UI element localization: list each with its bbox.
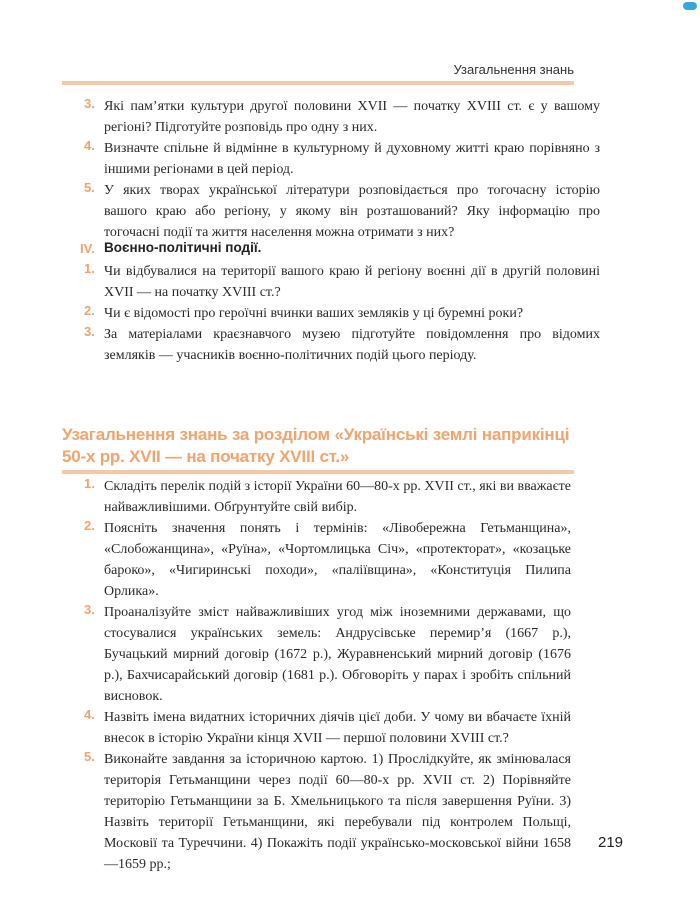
item-text: Чи є відомості про героїчні вчинки ваших земляків у ці буремні роки?	[104, 306, 524, 321]
list-item	[0, 602, 571, 707]
item-number: 3.	[84, 324, 95, 339]
list-item	[0, 324, 600, 366]
item-number: 4.	[84, 138, 95, 153]
item-number: 3.	[84, 602, 95, 617]
page-number: 219	[598, 834, 624, 851]
questions-list-military	[0, 261, 600, 366]
item-text: Проаналізуйте зміст найважливіших угод між іноземними державами, що стосувалися українських земель: Андрусівське перемир’я (1667 р.), Бучацький мирний договір (1672 р.), Журавненський мирний договір (1676 р.), Бахчисарайський договір (1681 р.). Обговоріть у парах і зробіть спільний висновок.	[104, 605, 571, 704]
list-item	[0, 180, 600, 243]
list-item	[0, 518, 571, 602]
item-number: 2.	[84, 518, 95, 533]
subsection-number: IV.	[80, 241, 95, 256]
item-number: 5.	[84, 180, 95, 195]
list-item	[0, 476, 571, 518]
item-text: Виконайте завдання за історичною картою. 1) Прослідкуйте, як змінювалася територія Гетьманщини через події 60—80-х рр. XVII ст. 2) Порівняйте територію Гетьманщини за Б. Хмельницького та після завершення Руїни. 3) Назвіть території Гетьманщини, які перебували під контролем Польщі, Московії та Туреччини. 4) Покажіть події українсько-московської війни 1658—1659 рр.;	[104, 752, 571, 872]
item-text: За матеріалами краєзнавчого музею підготуйте повідомлення про відомих земляків — учасників воєнно-політичних подій цього періоду.	[104, 327, 600, 363]
item-text: Чи відбувалися на території вашого краю й регіону воєнні дії в другій половині XVII — на початку XVIII ст.?	[104, 264, 600, 300]
list-item	[0, 138, 600, 180]
item-number: 3.	[84, 96, 95, 111]
item-text: Поясніть значення понять і термінів: «Лівобережна Гетьманщина», «Слобожанщина», «Руїна», «Чортомлицька Січ», «протекторат», «козацьке бароко», «Чигиринські походи», «паліївщина», «Конституція Пилипа Орлика».	[104, 521, 571, 599]
section-title: Узагальнення знань за розділом «Українські землі наприкінці 50-х рр. XVII — на початку XVIII ст.»	[62, 425, 570, 466]
item-number: 2.	[84, 303, 95, 318]
item-number: 1.	[84, 261, 95, 276]
item-text: Складіть перелік подій з історії України 60—80-х рр. XVII ст., які ви вважаєте найважливішими. Обґрунтуйте свій вибір.	[104, 479, 571, 515]
list-item	[0, 303, 600, 324]
item-number: 5.	[84, 749, 95, 764]
questions-list-summary	[0, 476, 571, 875]
item-text: Назвіть імена видатних історичних діячів цієї доби. У чому ви вбачаєте їхній внесок в історію України кінця XVII — першої половини XVIII ст.?	[104, 710, 571, 746]
questions-list-culture	[0, 96, 600, 243]
section-title-divider	[62, 470, 574, 474]
item-text: Які пам’ятки культури другої половини XVII — початку XVIII ст. є у вашому регіоні? Підготуйте розповідь про одну з них.	[104, 99, 600, 135]
item-number: 4.	[84, 707, 95, 722]
publisher-logo	[683, 2, 697, 10]
list-item	[0, 261, 600, 303]
item-text: У яких творах української літератури розповідається про тогочасну історію вашого краю або регіону, у якому він розташований? Яку інформацію про тогочасні події та життя населення можна отримати з них?	[104, 183, 600, 240]
list-item	[0, 707, 571, 749]
header-divider	[62, 81, 574, 85]
list-item	[0, 749, 571, 875]
list-item	[0, 96, 600, 138]
subsection-title: Воєнно-політичні події.	[104, 240, 262, 255]
running-title: Узагальнення знань	[453, 62, 574, 77]
item-number: 1.	[84, 476, 95, 491]
item-text: Визначте спільне й відмінне в культурному й духовному житті краю порівняно з іншими регіонами в цей період.	[104, 141, 600, 177]
